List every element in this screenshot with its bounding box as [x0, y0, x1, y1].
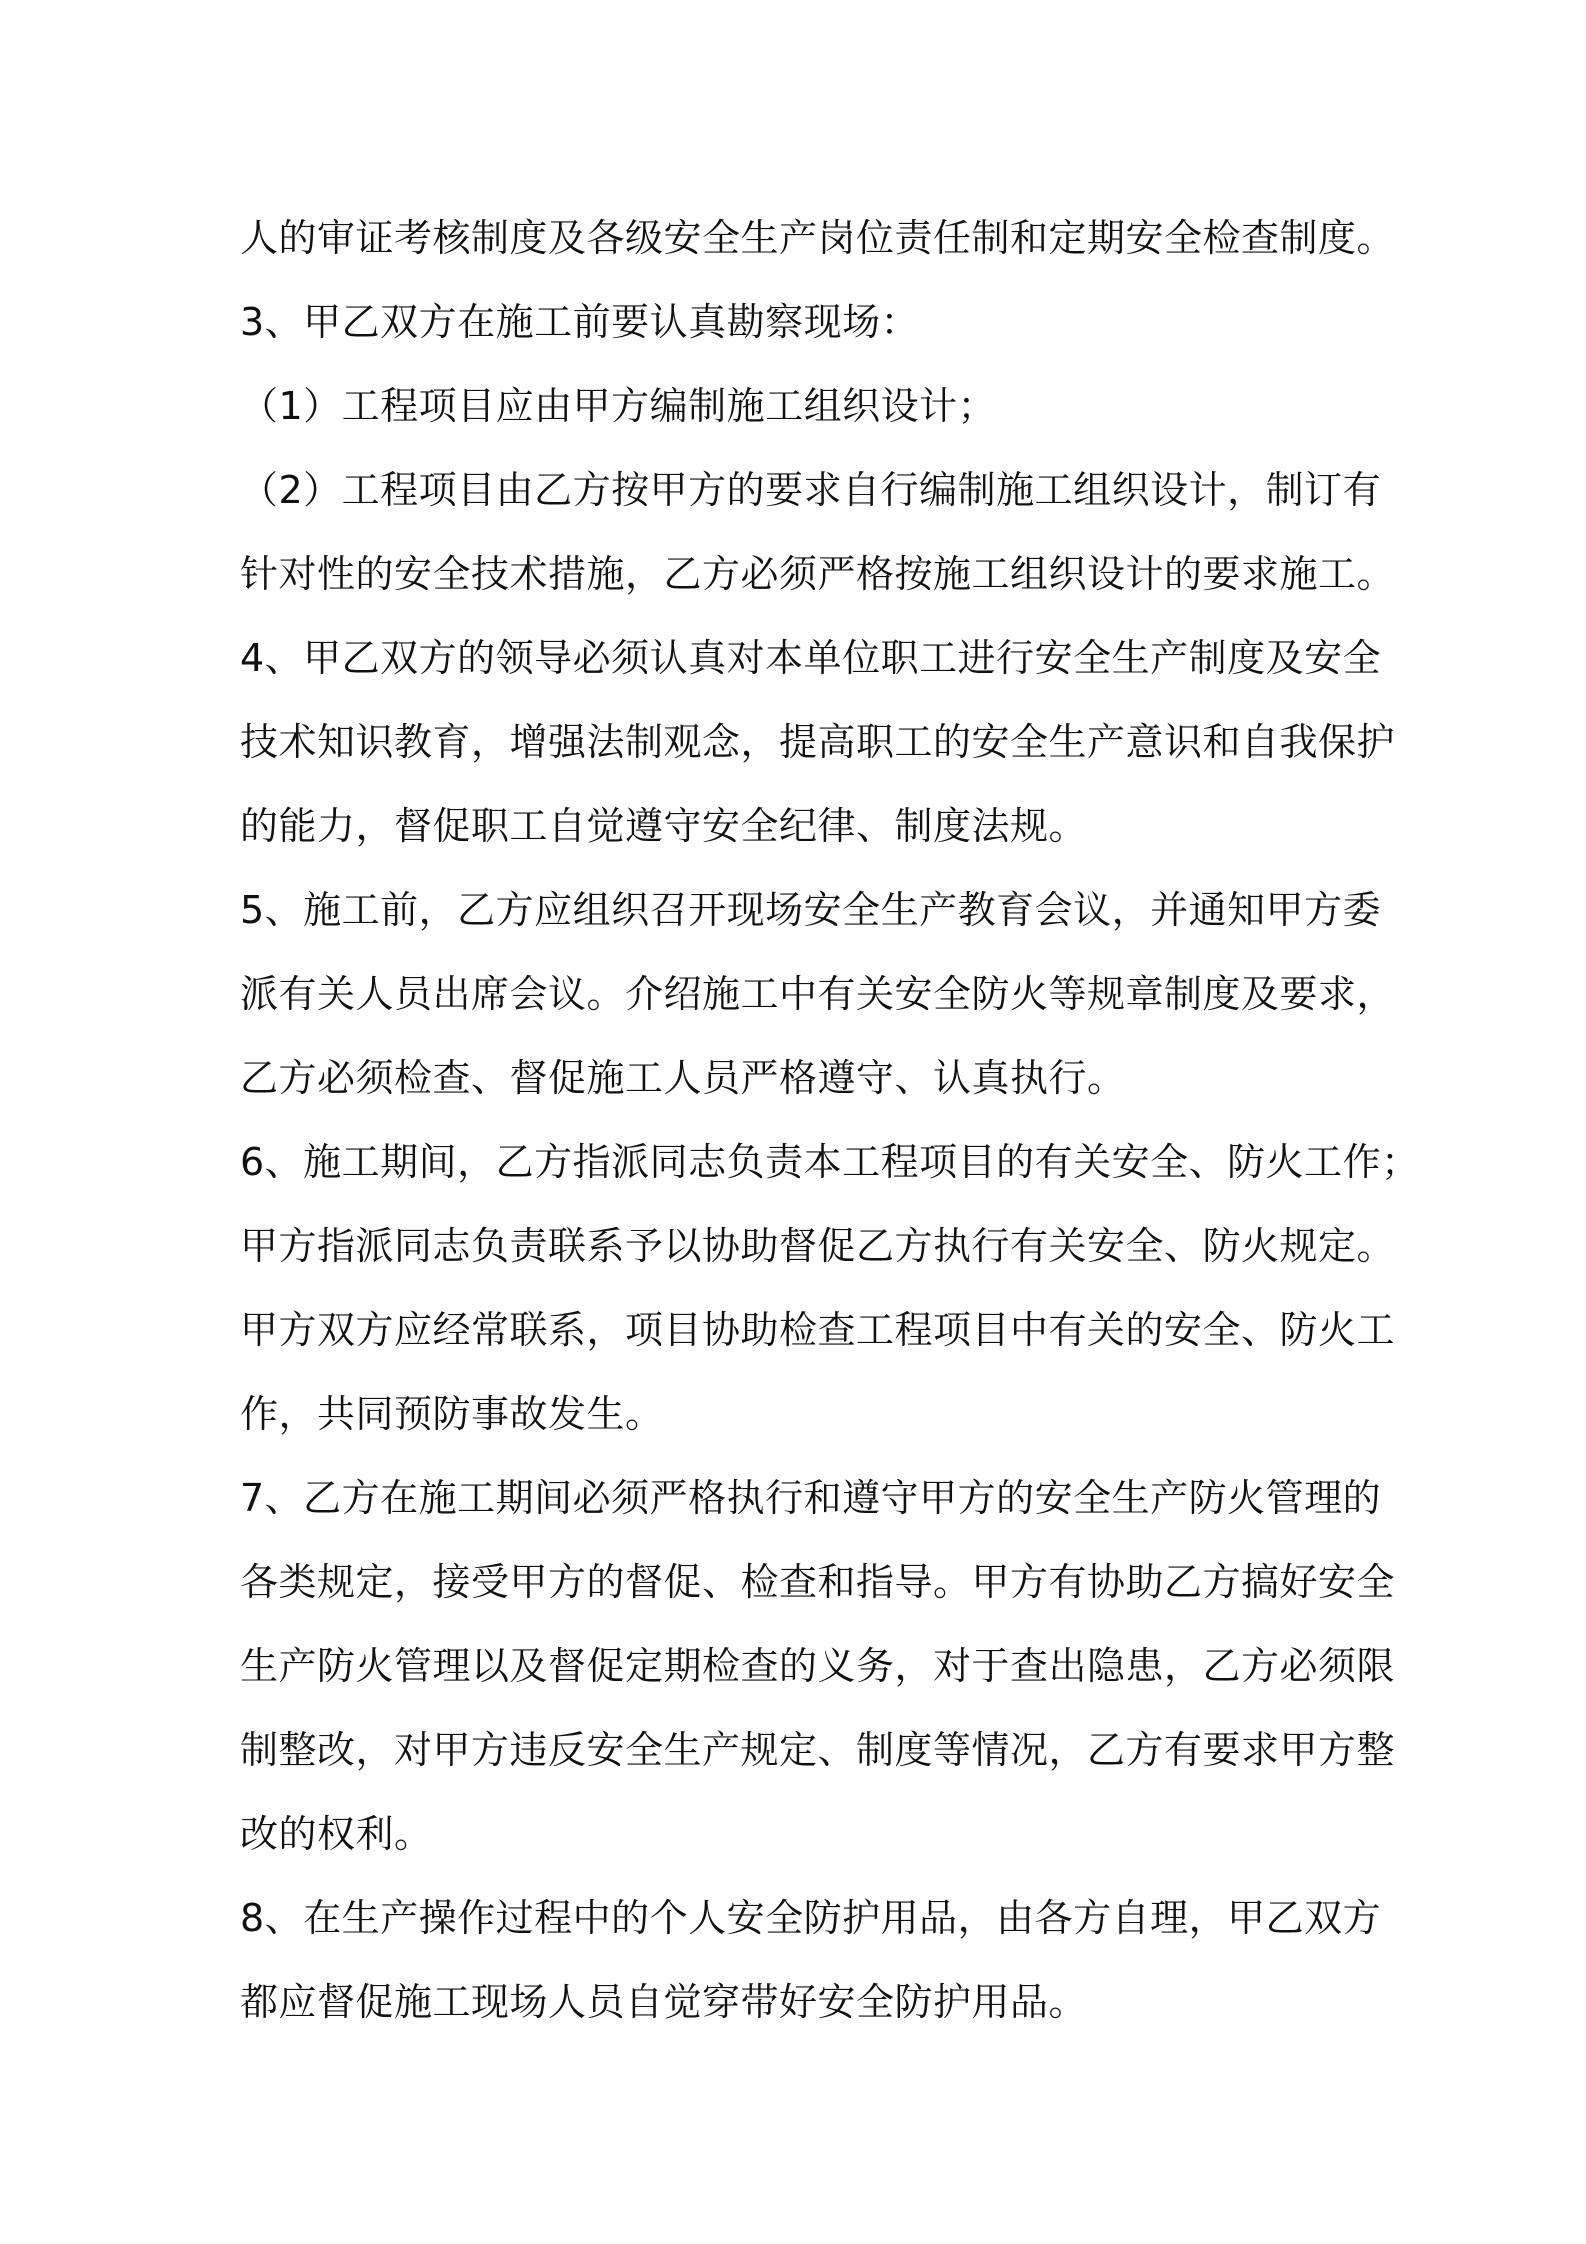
text-line: 甲方指派同志负责联系予以协助督促乙方执行有关安全、防火规定。: [240, 1224, 1396, 1268]
text-line: 各类规定，接受甲方的督促、检查和指导。甲方有协助乙方搞好安全: [240, 1560, 1396, 1604]
text-line: 制整改，对甲方违反安全生产规定、制度等情况，乙方有要求甲方整: [240, 1728, 1396, 1772]
text-line: 生产防火管理以及督促定期检查的义务，对于查出隐患，乙方必须限: [240, 1644, 1396, 1688]
text-line: 人的审证考核制度及各级安全生产岗位责任制和定期安全检查制度。: [240, 216, 1396, 260]
text-line: 7、乙方在施工期间必须严格执行和遵守甲方的安全生产防火管理的: [240, 1476, 1382, 1520]
text-line: （2）工程项目由乙方按甲方的要求自行编制施工组织设计，制订有: [240, 468, 1382, 512]
text-line: 的能力，督促职工自觉遵守安全纪律、制度法规。: [240, 804, 1088, 848]
text-line: 作，共同预防事故发生。: [240, 1392, 664, 1436]
text-line: （1）工程项目应由甲方编制施工组织设计；: [240, 384, 997, 428]
text-line: 针对性的安全技术措施，乙方必须严格按施工组织设计的要求施工。: [240, 552, 1396, 596]
text-line: 3、甲乙双方在施工前要认真勘察现场：: [240, 300, 920, 344]
text-line: 甲方双方应经常联系，项目协助检查工程项目中有关的安全、防火工: [240, 1308, 1396, 1352]
text-line: 技术知识教育，增强法制观念，提高职工的安全生产意识和自我保护: [240, 720, 1396, 764]
text-line: 4、甲乙双方的领导必须认真对本单位职工进行安全生产制度及安全: [240, 636, 1382, 680]
text-line: 5、施工前，乙方应组织召开现场安全生产教育会议，并通知甲方委: [240, 888, 1382, 932]
text-line: 6、施工期间，乙方指派同志负责本工程项目的有关安全、防火工作；: [240, 1140, 1420, 1184]
text-line: 都应督促施工现场人员自觉穿带好安全防护用品。: [240, 1980, 1088, 2024]
document-body: [240, 196, 1420, 2044]
text-line: 乙方必须检查、督促施工人员严格遵守、认真执行。: [240, 1056, 1126, 1100]
text-line: 改的权利。: [240, 1812, 433, 1856]
text-line: 派有关人员出席会议。介绍施工中有关安全防火等规章制度及要求，: [240, 972, 1396, 1016]
text-line: 8、在生产操作过程中的个人安全防护用品，由各方自理，甲乙双方: [240, 1896, 1382, 1940]
